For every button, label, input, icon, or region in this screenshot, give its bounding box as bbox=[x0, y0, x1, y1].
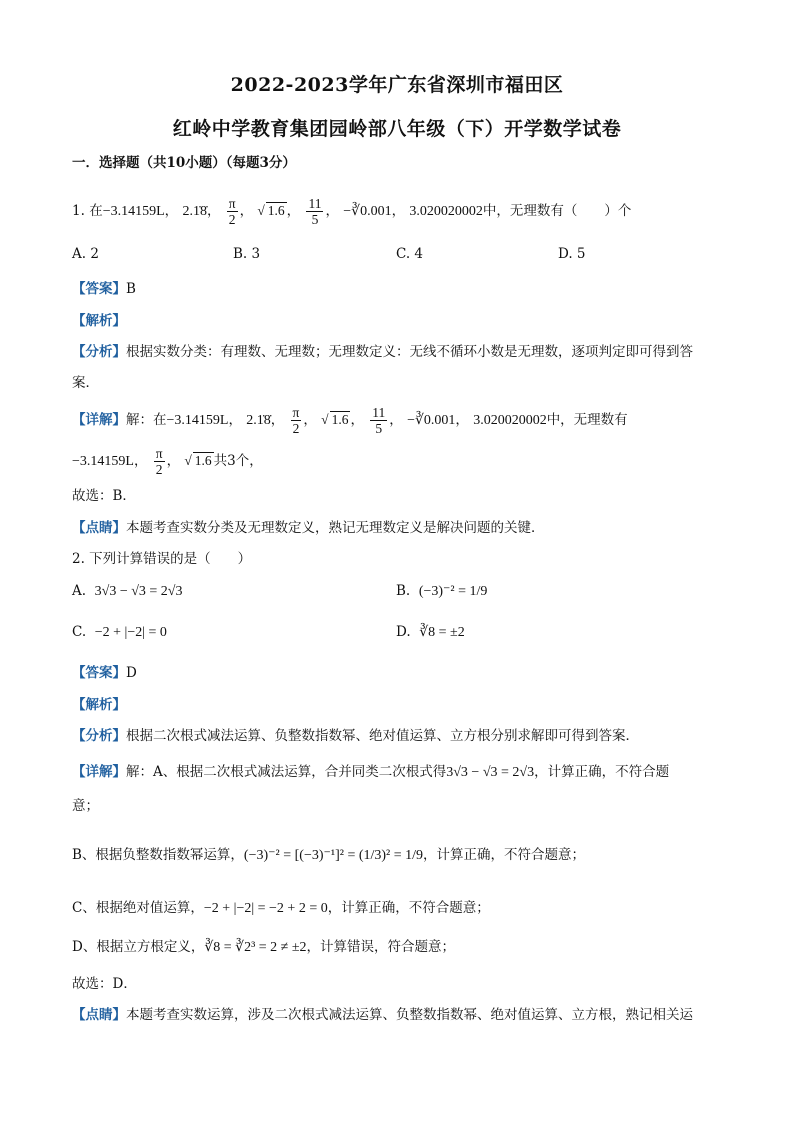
q1-detail-row-2: −3.14159L， $\frac{\pi}{2}$ ， √ 1.6 共3个， bbox=[72, 446, 263, 477]
q1-option-a: A. 2 bbox=[72, 246, 99, 262]
q1-fenxi-cont: 案． bbox=[72, 375, 99, 391]
frac-num: π bbox=[155, 446, 163, 461]
fenxi-tag: 【分析】 bbox=[72, 728, 126, 744]
q2-answer-row bbox=[72, 661, 137, 681]
q2-detail-d2: ，计算错误，符合题意； bbox=[306, 939, 456, 955]
q1-lead: 在 bbox=[89, 203, 103, 219]
q2-detail-b1: B、根据负整数指数幂运算， bbox=[72, 847, 244, 863]
frac-den: 5 bbox=[370, 420, 387, 436]
q1-dianjing: 本题考查实数分类及无理数定义，熟记无理数定义是解决问题的关键． bbox=[126, 520, 545, 536]
answer-tag: 【答案】 bbox=[72, 281, 126, 297]
q2-option-d-math: ∛8 = ±2 bbox=[419, 625, 465, 640]
sqrt-sign-icon: √ bbox=[257, 203, 265, 218]
q1-tail: 中，无理数有（ ）个 bbox=[482, 203, 632, 219]
q2-detail-a-math: 3√3 − √3 = 2√3 bbox=[446, 765, 535, 780]
q2-detail-a2: ，计算正确，不符合题 bbox=[534, 764, 670, 780]
q2-detail-d1: D、根据立方根定义， bbox=[72, 939, 205, 955]
q1-option-b: B. 3 bbox=[233, 246, 261, 262]
q2-detail-c bbox=[72, 896, 490, 917]
sqrt-sign-icon: √ bbox=[184, 453, 192, 468]
q1-detail2-sqrt: 1.6 bbox=[194, 453, 212, 468]
q1-analysis-tag bbox=[72, 309, 126, 329]
q2-detail-b2: ，计算正确，不符合题意； bbox=[423, 847, 586, 863]
title-line-2: 红岭中学教育集团园岭部八年级（下）开学数学试卷 bbox=[172, 118, 622, 140]
q2-option-d-label: D. bbox=[396, 624, 411, 640]
q1-detail-1a: 解：在 bbox=[126, 412, 167, 428]
frac-num: π bbox=[228, 196, 236, 211]
q1-answer: B bbox=[126, 281, 136, 297]
frac-den: 5 bbox=[306, 211, 323, 227]
q2-detail-b bbox=[72, 843, 585, 864]
q1-number: 1. bbox=[72, 203, 85, 219]
q1-fenxi-1: 根据实数分类：有理数、无理数；无理数定义：无线不循环小数是无理数，逐项判定即可得到答 bbox=[126, 344, 693, 360]
q2-detail-a1: 解：A、根据二次根式减法运算，合并同类二次根式得 bbox=[126, 764, 447, 780]
q1-stem: 1. 在−3.14159L， 2.1̇8̇， $\frac{\pi}{2}$ ， √ 1.6 ， $\frac{11}{5}$ ， −∛0.001， 3.020020002中，无理数有（ ）个 bbox=[72, 196, 632, 227]
q2-option-b-math: (−3)⁻² = 1/9 bbox=[418, 584, 488, 599]
q2-detail-c1: C、根据绝对值运算， bbox=[72, 900, 204, 916]
q1-detail-num-2: 2.1̇8̇ bbox=[246, 413, 271, 428]
q2-option-d bbox=[396, 624, 465, 641]
q2-detail-c2: ，计算正确，不符合题意； bbox=[327, 900, 490, 916]
q1-sqrt-1.6: 1.6 bbox=[267, 203, 285, 218]
q1-detail-cube: −∛0.001 bbox=[407, 413, 456, 428]
dianjing-tag: 【点睛】 bbox=[72, 1007, 126, 1023]
q2-option-c-label: C. bbox=[72, 624, 87, 640]
q1-detail-row-1: 【详解】解：在−3.14159L， 2.1̇8̇， $\frac{\pi}{2}$ ， √ 1.6 ， $\frac{11}{5}$ ， −∛0.001， 3.020020002中，无理数有 bbox=[72, 405, 628, 436]
q1-detail-1b: 中，无理数有 bbox=[546, 412, 628, 428]
q1-fenxi-row bbox=[72, 340, 693, 360]
q1-frac-11-5 bbox=[306, 196, 323, 227]
q2-option-c-math: −2 + |−2| = 0 bbox=[94, 625, 167, 640]
q1-choose: 故选：B． bbox=[72, 488, 136, 504]
q2-analysis-tag bbox=[72, 693, 126, 713]
q2-detail-d bbox=[72, 935, 455, 956]
q1-cube-root: −∛0.001 bbox=[343, 204, 392, 219]
q2-detail-d-math: ∛8 = ∛2³ = 2 ≠ ±2 bbox=[204, 940, 307, 955]
frac-num: 11 bbox=[372, 405, 386, 420]
dianjing-tag: 【点睛】 bbox=[72, 520, 126, 536]
q2-answer: D bbox=[126, 665, 137, 681]
frac-num: π bbox=[292, 405, 300, 420]
q2-option-a bbox=[72, 583, 182, 600]
q1-num-3: 3.020020002 bbox=[409, 204, 483, 219]
q2-detail-a bbox=[72, 760, 669, 781]
q1-option-d: D. 5 bbox=[558, 246, 586, 262]
q1-num-2: 2.1̇8̇ bbox=[182, 204, 207, 219]
q2-option-c bbox=[72, 624, 167, 641]
q1-option-c: C. 4 bbox=[396, 246, 424, 262]
q2-detail-a-cont: 意； bbox=[72, 798, 99, 814]
q2-detail-c-math: −2 + |−2| = −2 + 2 = 0 bbox=[203, 901, 328, 916]
fenxi-tag: 【分析】 bbox=[72, 344, 126, 360]
frac-den: 2 bbox=[227, 211, 238, 227]
answer-tag: 【答案】 bbox=[72, 665, 126, 681]
q2-detail-b-math: (−3)⁻² = [(−3)⁻¹]² = (1/3)² = 1/9 bbox=[243, 848, 424, 863]
q1-detail-frac-pi-2 bbox=[291, 405, 302, 436]
detail-tag: 【详解】 bbox=[72, 764, 126, 780]
q1-num-1: −3.14159L bbox=[102, 204, 165, 219]
frac-den: 2 bbox=[291, 420, 302, 436]
title-line-1: 2022-2023学年广东省深圳市福田区 bbox=[230, 74, 564, 96]
q1-detail-num-1: −3.14159L bbox=[166, 413, 229, 428]
frac-den: 2 bbox=[154, 461, 165, 477]
section-heading: 一．选择题（共10小题）（每题3分） bbox=[72, 155, 296, 171]
q2-option-b-label: B. bbox=[396, 583, 411, 599]
q1-detail-sqrt: 1.6 bbox=[331, 412, 349, 427]
detail-tag: 【详解】 bbox=[72, 412, 126, 428]
q1-detail-num-3: 3.020020002 bbox=[473, 413, 547, 428]
q2-option-a-math: 3√3 − √3 = 2√3 bbox=[94, 584, 183, 599]
q2-choose: 故选：D． bbox=[72, 976, 137, 992]
q2-fenxi: 根据二次根式减法运算、负整数指数幂、绝对值运算、立方根分别求解即可得到答案． bbox=[126, 728, 639, 744]
q1-detail2-frac bbox=[154, 446, 165, 477]
q1-frac-pi-2 bbox=[227, 196, 238, 227]
q2-option-a-label: A. bbox=[72, 583, 87, 599]
q1-detail-frac-11-5 bbox=[370, 405, 387, 436]
q2-stem: 2. 下列计算错误的是（ ） bbox=[72, 551, 252, 567]
q2-dianjing-row bbox=[72, 1003, 693, 1023]
q2-dianjing: 本题考查实数运算，涉及二次根式减法运算、负整数指数幂、绝对值运算、立方根，熟记相关运 bbox=[126, 1007, 693, 1023]
frac-num: 11 bbox=[308, 196, 322, 211]
q1-dianjing-row bbox=[72, 516, 545, 536]
q1-answer-row bbox=[72, 277, 136, 297]
q1-detail-2: 共3个， bbox=[213, 453, 263, 469]
sqrt-sign-icon: √ bbox=[321, 412, 329, 427]
q2-fenxi-row bbox=[72, 724, 639, 744]
q2-option-b bbox=[396, 583, 487, 600]
analysis-tag: 【解析】 bbox=[72, 313, 126, 329]
analysis-tag: 【解析】 bbox=[72, 697, 126, 713]
q1-detail2-num-1: −3.14159L bbox=[72, 454, 134, 469]
